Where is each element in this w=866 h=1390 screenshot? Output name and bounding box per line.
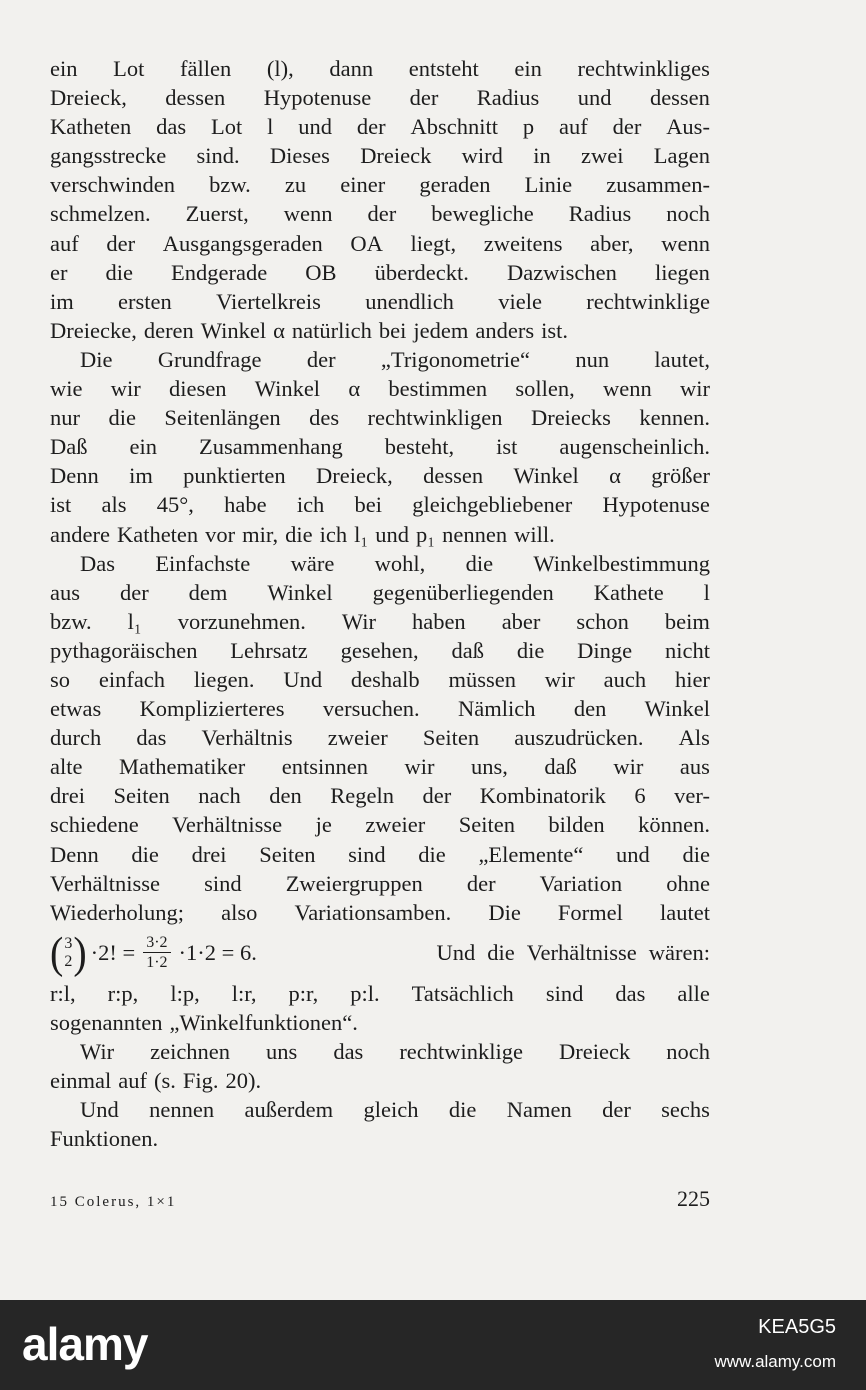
text-line: Wir zeichnen uns das rechtwinklige Dreieck noch [80,1039,710,1064]
image-url: www.alamy.com [714,1352,836,1371]
text-line: Denn die drei Seiten sind die „Elemente“ und die [50,841,710,867]
text-line: auf der Ausgangsgeraden OA liegt, zweitens aber, wenn [50,230,710,256]
text-line: ein Lot fällen (l), dann entsteht ein rechtwinkliges [50,56,710,81]
text-line: im ersten Viertelkreis unendlich viele rechtwinklige [50,288,710,314]
text-lines-before-formula [50,54,710,927]
binomial-top: 3 [64,934,73,952]
text-line: nur die Seitenlängen des rechtwinkligen Dreiecks kennen. [50,405,710,431]
text-line: schiedene Verhältnisse je zweier Seiten bilden können. [50,812,710,838]
text-line: Dreieck, dessen Hypotenuse der Radius und dessen [50,85,710,111]
brand-logo: alamy [22,1318,148,1370]
page-footer [50,1186,710,1212]
text-line: er die Endgerade OB überdeckt. Dazwischen liegen [50,259,710,285]
text-line: durch das Verhältnis zweier Seiten auszudrücken. Als [50,725,710,751]
text-line: drei Seiten nach den Regeln der Kombinatorik 6 ver- [50,783,710,809]
text-line: Katheten das Lot l und der Abschnitt p auf der Aus- [50,114,710,140]
text-line: Funktionen. [50,1126,159,1152]
text-line: andere Katheten vor mir, die ich l₁ und p₁ nennen will. [50,521,555,547]
word: die [487,940,515,966]
text-line: Das Einfachste wäre wohl, die Winkelbestimmung [80,550,710,576]
binomial-stack [63,935,73,971]
text-line: Verhältnisse sind Zweiergruppen der Variation ohne [50,870,710,896]
text-line: Die Grundfrage der „Trigonometrie“ nun lautet, [80,346,710,372]
text-line: pythagoräischen Lehrsatz gesehen, daß die Dinge nicht [50,637,710,663]
text-line: sogenannten „Winkelfunktionen“. [50,1009,358,1035]
word: Und [436,940,476,966]
text-line: etwas Komplizierteres versuchen. Nämlich den Winkel [50,696,710,722]
text-line: Dreiecke, deren Winkel α natürlich bei jedem anders ist. [50,317,569,343]
signature-mark: 15 Colerus, 1×1 [50,1194,177,1210]
paren-open: ( [50,927,64,978]
formula-result: ·1·2 = 6. [178,940,257,966]
text-line: r:l, r:p, l:p, l:r, p:r, p:l. Tatsächlich sind das alle [50,980,710,1006]
fraction [143,933,170,972]
page-number: 225 [677,1186,710,1211]
fraction-denominator: 1·2 [146,954,168,972]
text-line: so einfach liegen. Und deshalb müssen wir auch hier [50,666,710,692]
text-line: einmal auf (s. Fig. 20). [50,1068,262,1094]
text-line: verschwinden bzw. zu einer geraden Linie zusammen- [50,172,710,198]
text-line: Und nennen außerdem gleich die Namen der sechs [80,1097,710,1123]
text-line: Denn im punktierten Dreieck, dessen Winkel α größer [50,463,710,489]
text-line: bzw. l₁ vorzunehmen. Wir haben aber schon beim [50,608,710,634]
fraction-numerator: 3·2 [143,933,170,953]
binomial-formula [50,927,257,978]
text-line: alte Mathematiker entsinnen wir uns, daß wir aus [50,754,710,780]
formula-line [50,929,710,977]
paren-close: ) [73,927,87,978]
text-line: Wiederholung; also Variationsamben. Die Formel lautet [50,899,710,925]
text-line: Daß ein Zusammenhang besteht, ist augenscheinlich. [50,434,710,460]
formula-line-text [437,938,710,967]
word: wären: [648,940,710,966]
body-text [50,54,710,1153]
binomial-coefficient [50,927,87,978]
word: Verhältnisse [526,940,637,966]
text-lines-after-formula [50,979,710,1154]
image-id: KEA5G5 [758,1316,836,1338]
text-line: schmelzen. Zuerst, wenn der bewegliche Radius noch [50,201,710,227]
binomial-bottom: 2 [64,952,73,970]
text-line: aus der dem Winkel gegenüberliegenden Kathete l [50,579,710,605]
text-line: gangsstrecke sind. Dieses Dreieck wird in zwei Lagen [50,143,710,169]
text-line: ist als 45°, habe ich bei gleichgebliebener Hypotenuse [50,492,710,518]
text-line: wie wir diesen Winkel α bestimmen sollen, wenn wir [50,376,710,402]
formula-factorial: ·2! = [90,940,136,966]
